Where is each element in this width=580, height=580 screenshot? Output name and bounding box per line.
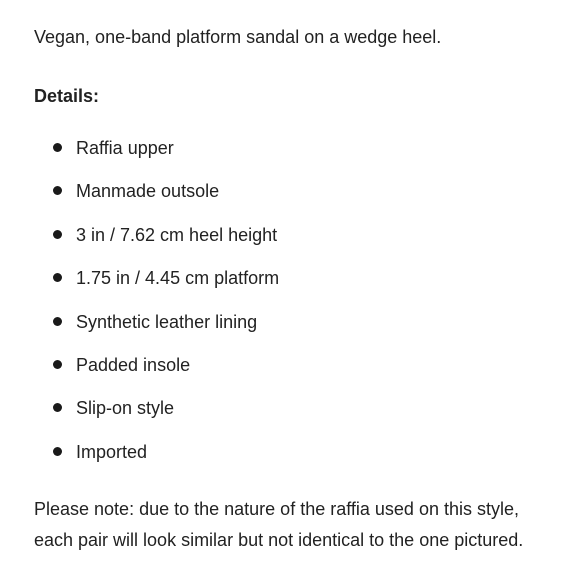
bullet-icon xyxy=(53,143,62,152)
detail-text: Raffia upper xyxy=(76,138,174,158)
detail-text: Manmade outsole xyxy=(76,181,220,202)
detail-text: Slip-on style xyxy=(76,398,175,419)
details-heading: Details: xyxy=(34,86,100,106)
bullet-icon xyxy=(53,317,62,326)
list-item xyxy=(34,352,564,378)
list-item xyxy=(34,265,564,291)
bullet-icon xyxy=(53,230,62,239)
list-item xyxy=(34,309,564,335)
product-intro: Vegan, one-band platform sandal on a wedge heel. xyxy=(34,27,442,47)
detail-text: 1.75 in / 4.45 cm platform xyxy=(76,268,280,289)
details-list xyxy=(34,135,564,465)
care-note: Please note: due to the nature of the raffia used on this style, each pair will look similar but not identical to the one pictured. xyxy=(34,498,524,550)
list-item xyxy=(34,178,564,204)
bullet-icon xyxy=(53,360,62,369)
product-description xyxy=(34,24,564,556)
detail-text: Synthetic leather lining xyxy=(76,311,258,332)
list-item xyxy=(34,439,564,465)
detail-text: Padded insole xyxy=(76,354,191,375)
detail-text: 3 in / 7.62 cm heel height xyxy=(76,224,278,245)
bullet-icon xyxy=(53,403,62,412)
bullet-icon xyxy=(53,447,62,456)
bullet-icon xyxy=(53,273,62,282)
list-item xyxy=(34,395,564,421)
list-item xyxy=(34,135,564,161)
detail-text: Imported xyxy=(76,441,148,462)
bullet-icon xyxy=(53,186,62,195)
list-item xyxy=(34,222,564,248)
